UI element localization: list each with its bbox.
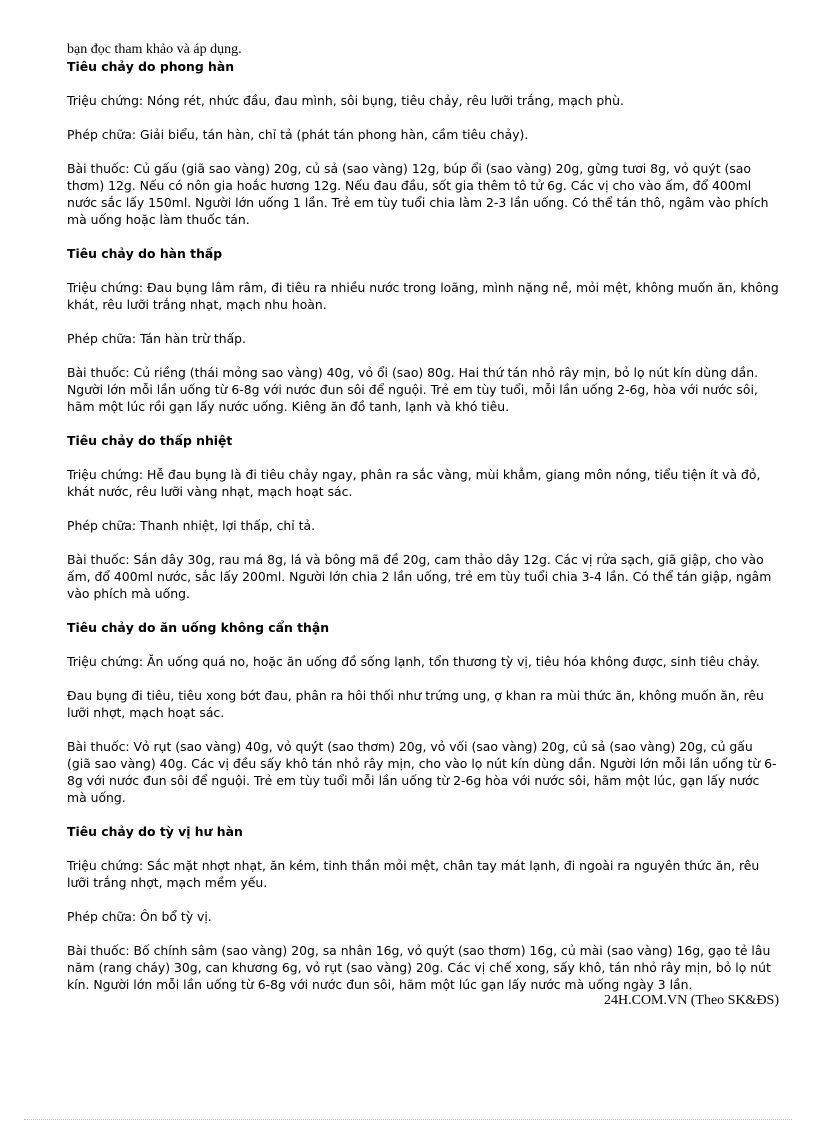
page-bottom-divider (24, 1119, 792, 1120)
remedy-paragraph: Bài thuốc: Vỏ rụt (sao vàng) 40g, vỏ quýt (sao thơm) 20g, vỏ vối (sao vàng) 20g, củ sả (sao vàng) 20g, củ gấu (giã sao vàng) 40g. Các vị đều sấy khô tán nhỏ rây mịn, cho vào lọ nút kín dùng dần. Người lớn mỗi lần uống từ 6-8g với nước đun sôi để nguội. Trẻ em tùy tuổi mỗi lần uống từ 2-6g hòa với nước sôi, hãm một lúc, gạn lấy nước mà uống. (67, 739, 777, 805)
section-heading: Tiêu chảy do phong hàn (67, 59, 235, 74)
symptoms-paragraph: Triệu chứng: Nóng rét, nhức đầu, đau mình, sôi bụng, tiêu chảy, rêu lưỡi trắng, mạch phù. (67, 93, 624, 108)
symptoms-detail-paragraph: Đau bụng đi tiêu, tiêu xong bớt đau, phân ra hôi thối như trứng ung, ợ khan ra mùi thức ăn, không muốn ăn, rêu lưỡi nhợt, mạch hoạt sác. (67, 688, 764, 720)
remedy-paragraph: Bài thuốc: Sắn dây 30g, rau má 8g, lá và bông mã đề 20g, cam thảo dây 12g. Các vị rửa sạch, giã giập, cho vào ấm, đổ 400ml nước, sắc lấy 200ml. Người lớn chia 2 lần uống, trẻ em tùy tuổi chia 3-4 lần. Có thể tán giập, ngâm vào phích mà uống. (67, 552, 772, 601)
section-thap-nhiet (67, 432, 779, 602)
section-heading: Tiêu chảy do thấp nhiệt (67, 433, 233, 448)
remedy-paragraph: Bài thuốc: Củ riềng (thái mỏng sao vàng) 40g, vỏ ổi (sao) 80g. Hai thứ tán nhỏ rây mịn, bỏ lọ nút kín dùng dần. Người lớn mỗi lần uống từ 6-8g với nước đun sôi để nguội. Trẻ em tùy tuổi, mỗi lần uống 2-6g, hòa với nước sôi, hãm một lúc rồi gạn lấy nước uống. Kiêng ăn đồ tanh, lạnh và khó tiêu. (67, 365, 759, 414)
symptoms-paragraph: Triệu chứng: Sắc mặt nhợt nhạt, ăn kém, tinh thần mỏi mệt, chân tay mát lạnh, đi ngoài ra nguyên thức ăn, rêu lưỡi trắng nhợt, mạch mềm yếu. (67, 858, 760, 890)
document-page (67, 42, 779, 1009)
section-heading: Tiêu chảy do tỳ vị hư hàn (67, 824, 243, 839)
symptoms-paragraph: Triệu chứng: Đau bụng lâm râm, đi tiêu ra nhiều nước trong loãng, mình nặng nề, mỏi mệt, không muốn ăn, không khát, rêu lưỡi trắng nhạt, mạch nhu hoàn. (67, 280, 779, 312)
treatment-method-paragraph: Phép chữa: Tán hàn trừ thấp. (67, 331, 246, 346)
treatment-method-paragraph: Phép chữa: Giải biểu, tán hàn, chỉ tả (phát tán phong hàn, cầm tiêu chảy). (67, 127, 529, 142)
section-heading: Tiêu chảy do hàn thấp (67, 246, 223, 261)
symptoms-paragraph: Triệu chứng: Hễ đau bụng là đi tiêu chảy ngay, phân ra sắc vàng, mùi khẳm, giang môn nóng, tiểu tiện ít và đỏ, khát nước, rêu lưỡi vàng nhạt, mạch hoạt sác. (67, 467, 761, 499)
symptoms-paragraph: Triệu chứng: Ăn uống quá no, hoặc ăn uống đồ sống lạnh, tổn thương tỳ vị, tiêu hóa không được, sinh tiêu chảy. (67, 654, 760, 669)
remedy-paragraph: Bài thuốc: Củ gấu (giã sao vàng) 20g, củ sả (sao vàng) 12g, búp ổi (sao vàng) 20g, gừng tươi 8g, vỏ quýt (sao thơm) 12g. Nếu có nôn gia hoắc hương 12g. Nếu đau đầu, sốt gia thêm tô tử 6g. Các vị cho vào ấm, đổ 400ml nước sắc lấy 150ml. Người lớn uống 1 lần. Trẻ em tùy tuổi chia làm 2-3 lần uống. Có thể tán thô, ngâm vào phích mà uống hoặc làm thuốc tán. (67, 161, 769, 227)
treatment-method-paragraph: Phép chữa: Ôn bổ tỳ vị. (67, 909, 212, 924)
treatment-method-paragraph: Phép chữa: Thanh nhiệt, lợi thấp, chỉ tả. (67, 518, 316, 533)
remedy-paragraph: Bài thuốc: Bố chính sâm (sao vàng) 20g, sa nhân 16g, vỏ quýt (sao thơm) 16g, củ mài (sao vàng) 16g, gạo tẻ lâu năm (rang cháy) 30g, can khương 6g, vỏ rụt (sao vàng) 20g. Các vị chế xong, sấy khô, tán nhỏ rây mịn, bỏ lọ nút kín. Người lớn mỗi lần uống từ 6-8g với nước đun sôi, hãm một lúc gạn lấy nước mà uống ngày 3 lần. (67, 943, 771, 992)
source-credit: 24H.COM.VN (Theo SK&ĐS) (604, 993, 779, 1008)
section-ty-vi-hu-han (67, 823, 779, 993)
section-phong-han (67, 58, 779, 228)
section-han-thap (67, 245, 779, 415)
section-an-uong (67, 619, 779, 806)
section-heading: Tiêu chảy do ăn uống không cẩn thận (67, 620, 330, 635)
intro-line: bạn đọc tham khảo và áp dụng. (67, 42, 242, 57)
